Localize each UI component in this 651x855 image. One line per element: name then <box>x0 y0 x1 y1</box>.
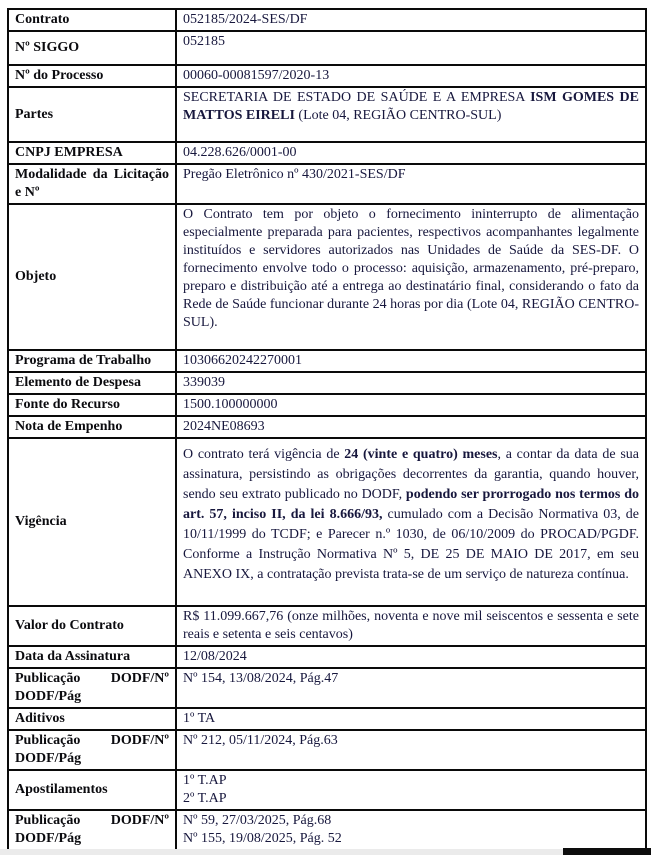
value-text: R$ 11.099.667,76 (onze milhões, noventa e nove mil seiscentos e sessenta e sete reais e setenta e seis centavos) <box>183 609 639 642</box>
row-value <box>176 416 646 438</box>
row-label: CNPJ EMPRESA <box>8 142 176 164</box>
table-row <box>8 730 646 770</box>
row-label: Apostilamentos <box>8 770 176 810</box>
value-paragraph <box>183 166 639 184</box>
value-text: 00060-00081597/2020-13 <box>183 68 330 83</box>
value-text: 12/08/2024 <box>183 649 247 664</box>
value-text: 2024NE08693 <box>183 419 265 434</box>
value-text-bold: 24 (vinte e quatro) meses <box>344 447 498 462</box>
value-text: 339039 <box>183 375 225 390</box>
table-row <box>8 164 646 204</box>
table-row <box>8 668 646 708</box>
value-text: cumulado com a Decisão Normativa 03, de 10/11/1999 do TCDF; e Parecer n.º 1030, de 06/10/2009 do PROCAD/PGDF. Conforme a Instrução Normativa Nº 5, DE 25 DE MAIO DE 2017, em seu ANEXO IX, a contratação prevista trata-se de um serviço de natureza contínua. <box>183 507 640 582</box>
row-value <box>176 350 646 372</box>
row-value <box>176 394 646 416</box>
document-page <box>0 8 651 855</box>
value-paragraph <box>183 732 639 750</box>
row-value <box>176 87 646 142</box>
contract-table-body <box>8 9 646 850</box>
row-label: Partes <box>8 87 176 142</box>
row-value <box>176 770 646 810</box>
table-row <box>8 31 646 65</box>
table-row <box>8 65 646 87</box>
row-label: Objeto <box>8 204 176 350</box>
value-text: (Lote 04, REGIÃO CENTRO-SUL) <box>294 108 502 123</box>
row-label: Nº SIGGO <box>8 31 176 65</box>
row-value <box>176 730 646 770</box>
table-row <box>8 810 646 850</box>
value-paragraph <box>183 670 639 688</box>
table-row <box>8 646 646 668</box>
row-value <box>176 65 646 87</box>
value-text: 1º T.AP <box>183 773 227 788</box>
row-label: Contrato <box>8 9 176 31</box>
value-text: Nº 59, 27/03/2025, Pág.68 <box>183 813 332 828</box>
value-paragraph <box>183 790 639 808</box>
value-text: 04.228.626/0001-00 <box>183 145 297 160</box>
row-value <box>176 142 646 164</box>
value-text: 052185/2024-SES/DF <box>183 12 308 27</box>
row-label: Modalidade da Licitação e Nº <box>8 164 176 204</box>
value-paragraph <box>183 374 639 392</box>
row-value <box>176 438 646 606</box>
contract-summary-table <box>7 8 647 851</box>
value-paragraph <box>183 445 639 585</box>
value-paragraph <box>183 710 639 728</box>
value-text: 1º TA <box>183 711 216 726</box>
table-row <box>8 204 646 350</box>
value-paragraph <box>183 144 639 162</box>
value-paragraph <box>183 830 639 848</box>
value-paragraph <box>183 396 639 414</box>
value-paragraph <box>183 33 639 51</box>
value-paragraph <box>183 608 639 644</box>
value-text: O contrato terá vigência de <box>183 447 345 462</box>
value-paragraph <box>183 89 639 125</box>
value-paragraph <box>183 67 639 85</box>
row-label: Nota de Empenho <box>8 416 176 438</box>
value-paragraph <box>183 772 639 790</box>
row-value <box>176 204 646 350</box>
value-paragraph <box>183 812 639 830</box>
row-value <box>176 646 646 668</box>
row-label: Elemento de Despesa <box>8 372 176 394</box>
value-text: Nº 154, 13/08/2024, Pág.47 <box>183 671 339 686</box>
value-paragraph <box>183 648 639 666</box>
table-row <box>8 87 646 142</box>
value-text: 1500.100000000 <box>183 397 278 412</box>
value-text: SECRETARIA DE ESTADO DE SAÚDE E A EMPRESA <box>183 90 531 105</box>
value-text: Nº 155, 19/08/2025, Pág. 52 <box>183 831 342 846</box>
table-row <box>8 416 646 438</box>
value-paragraph <box>183 206 639 332</box>
row-value <box>176 668 646 708</box>
table-row <box>8 606 646 646</box>
row-value <box>176 810 646 850</box>
value-text: 2º T.AP <box>183 791 227 806</box>
value-text: Nº 212, 05/11/2024, Pág.63 <box>183 733 338 748</box>
table-row <box>8 350 646 372</box>
table-row <box>8 708 646 730</box>
value-text-bold: podendo ser prorrogado nos termos do art. 57, inciso II, da lei 8.666/93, <box>183 487 639 522</box>
table-row <box>8 394 646 416</box>
row-label: Fonte do Recurso <box>8 394 176 416</box>
row-label: Publicação DODF/Nº DODF/Pág <box>8 730 176 770</box>
value-text: 10306620242270001 <box>183 353 302 368</box>
table-row <box>8 9 646 31</box>
row-value <box>176 31 646 65</box>
row-value <box>176 606 646 646</box>
value-paragraph <box>183 11 639 29</box>
value-paragraph <box>183 352 639 370</box>
value-text: 052185 <box>183 34 225 49</box>
table-row <box>8 142 646 164</box>
table-row <box>8 438 646 606</box>
row-label: Data da Assinatura <box>8 646 176 668</box>
row-label: Aditivos <box>8 708 176 730</box>
row-label: Vigência <box>8 438 176 606</box>
value-text-bold: ISM GOMES DE MATTOS EIRELI <box>183 90 639 123</box>
row-label: Programa de Trabalho <box>8 350 176 372</box>
value-text: , a contar da data de sua assinatura, persistindo as obrigações decorrentes da garantia, quando houver, sendo seu extrato publicado no DODF, <box>183 447 639 502</box>
row-label: Valor do Contrato <box>8 606 176 646</box>
page-edge-shadow <box>0 849 563 855</box>
table-row <box>8 372 646 394</box>
page-edge-dark-block <box>563 848 651 855</box>
row-value <box>176 9 646 31</box>
row-label: Publicação DODF/Nº DODF/Pág <box>8 810 176 850</box>
row-label: Publicação DODF/Nº DODF/Pág <box>8 668 176 708</box>
value-text: O Contrato tem por objeto o fornecimento ininterrupto de alimentação especialmente preparada para pacientes, respectivos acompanhantes legalmente instituídos e servidores autorizados nas Unidades de Saúde da SES-DF. O fornecimento envolve todo o processo: aquisição, armazenamento, pré-preparo, preparo e distribuição até a entrega ao destinatário final, considerando o fato da Rede de Saúde funcionar durante 24 horas por dia (Lote 04, REGIÃO CENTRO-SUL). <box>183 207 639 330</box>
row-value <box>176 372 646 394</box>
value-paragraph <box>183 418 639 436</box>
value-text: Pregão Eletrônico nº 430/2021-SES/DF <box>183 167 406 182</box>
row-value <box>176 708 646 730</box>
row-label: Nº do Processo <box>8 65 176 87</box>
row-value <box>176 164 646 204</box>
table-row <box>8 770 646 810</box>
